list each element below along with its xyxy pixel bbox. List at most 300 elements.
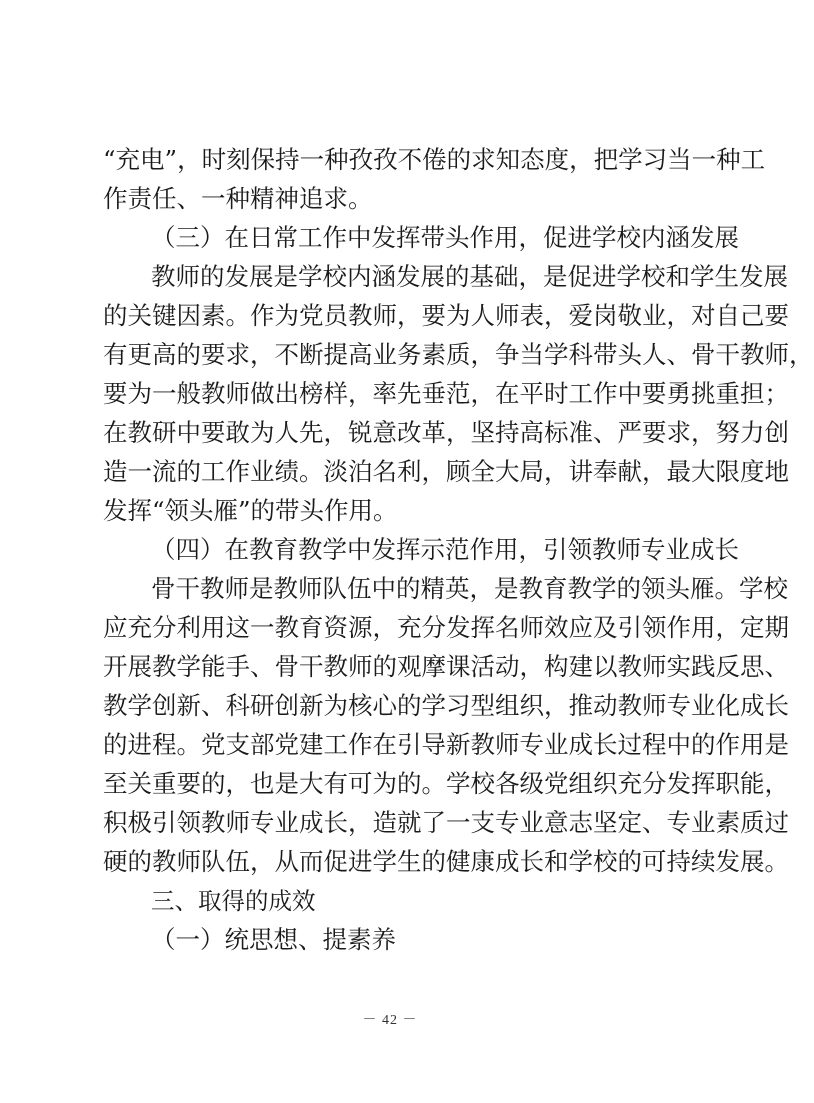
glyph: 党 [299,301,324,330]
glyph: 中 [371,574,396,603]
glyph: 业 [274,808,299,837]
glyph: 学 [298,262,323,291]
glyph: 专 [495,808,520,837]
glyph: 部 [250,730,275,759]
glyph: 导 [421,730,446,759]
glyph: 奉 [593,457,618,486]
glyph: 要 [764,301,789,330]
glyph: 资 [323,613,348,642]
glyph: 绩 [274,457,299,486]
glyph: 展 [740,847,765,876]
glyph: ， [518,262,543,291]
glyph: 校 [322,262,347,291]
glyph: ， [642,457,667,486]
glyph: 率 [372,379,397,408]
glyph: ； [764,379,789,408]
glyph: 创 [764,418,789,447]
glyph: 大 [691,457,716,486]
glyph: 力 [740,418,765,447]
glyph: 中 [617,379,642,408]
glyph: 的 [372,652,397,681]
glyph: 长 [323,808,348,837]
glyph: 各 [495,769,520,798]
glyph: 键 [152,301,177,330]
glyph: 推 [568,691,593,720]
glyph: 进 [348,847,373,876]
glyph: 。 [764,847,789,876]
glyph: 成 [568,730,593,759]
glyph: 康 [470,847,495,876]
glyph: 挥 [470,613,495,642]
glyph: 师 [225,808,250,837]
glyph: ， [348,808,373,837]
glyph: 学 [568,847,593,876]
glyph: 核 [348,691,373,720]
glyph: 用 [740,730,765,759]
glyph: ， [446,418,471,447]
glyph: 种 [716,145,741,174]
glyph: 骨 [274,652,299,681]
glyph: 定 [740,613,765,642]
glyph: ， [421,457,446,486]
glyph: 师 [519,613,544,642]
glyph: 应 [568,613,593,642]
glyph: 程 [642,730,667,759]
glyph: 成 [299,808,324,837]
glyph: 师 [348,652,373,681]
glyph: 践 [691,652,716,681]
glyph: 度 [740,457,765,486]
glyph: 人 [274,418,299,447]
paragraph-line [103,298,789,334]
glyph: 教 [151,262,176,291]
glyph: 名 [495,613,520,642]
glyph: 作 [348,730,373,759]
glyph: 展 [420,262,445,291]
glyph: 造 [372,808,397,837]
glyph: 生 [714,262,739,291]
glyph: 成 [495,847,520,876]
paragraph-line [103,766,789,802]
glyph: 利 [176,613,201,642]
glyph: 至 [103,769,128,798]
glyph: 党 [201,730,226,759]
glyph: 教 [273,574,298,603]
glyph: 、 [764,652,789,681]
glyph: 能 [201,652,226,681]
glyph: 积 [103,808,128,837]
glyph: 全 [470,457,495,486]
paragraph-line [103,454,789,490]
glyph: 最 [666,457,691,486]
glyph: 中 [666,730,691,759]
glyph: 大 [495,457,520,486]
glyph: 科 [225,691,250,720]
glyph: 以 [593,652,618,681]
glyph: 要 [642,379,667,408]
glyph: 组 [568,769,593,798]
glyph: 支 [470,808,495,837]
glyph: 要 [421,301,446,330]
glyph: 高 [348,340,373,369]
glyph: 过 [617,730,642,759]
glyph: 硬 [103,847,128,876]
glyph: 发 [446,613,471,642]
glyph: 态 [520,145,545,174]
glyph: 一 [127,457,152,486]
glyph: 业 [642,301,667,330]
glyph: 建 [299,730,324,759]
glyph: 的 [201,769,226,798]
glyph: 般 [176,379,201,408]
glyph: 意 [544,808,569,837]
paragraph-line [103,337,814,373]
glyph: 基 [469,262,494,291]
glyph: 专 [666,808,691,837]
paragraph-line [103,415,789,451]
glyph: 教 [200,574,225,603]
glyph: 发 [739,262,764,291]
glyph: 构 [544,652,569,681]
glyph: 校 [641,262,666,291]
glyph: 孜 [348,145,374,174]
glyph: 有 [103,340,128,369]
glyph: 教 [201,379,226,408]
glyph: 一 [446,808,471,837]
glyph: 重 [152,769,177,798]
glyph: ” [164,145,178,174]
glyph: 教 [617,652,642,681]
glyph: 、 [593,418,618,447]
glyph: 的 [103,301,128,330]
glyph: ， [715,613,740,642]
glyph: 及 [593,613,618,642]
glyph: 要 [103,379,128,408]
glyph: 在 [103,418,128,447]
glyph: 。 [299,457,324,486]
glyph: 可 [642,847,667,876]
glyph: 作 [715,730,740,759]
glyph: 是 [274,769,299,798]
glyph: 引 [152,808,177,837]
glyph: 级 [519,769,544,798]
glyph: 作 [593,379,618,408]
glyph: 的 [616,574,641,603]
glyph: 思 [740,652,765,681]
glyph: 表 [519,301,544,330]
glyph: 做 [250,379,275,408]
glyph: 了 [421,808,446,837]
glyph: 创 [274,691,299,720]
glyph: 挑 [691,379,716,408]
glyph: 。 [714,574,739,603]
glyph: 的 [421,847,446,876]
glyph: ， [470,379,495,408]
glyph: 的 [200,262,225,291]
glyph: 定 [617,808,642,837]
glyph: 学 [739,574,764,603]
glyph: 、 [642,808,667,837]
glyph: 流 [152,457,177,486]
glyph: 业 [372,340,397,369]
glyph: 求 [471,145,496,174]
glyph: 过 [764,808,789,837]
glyph: 分 [421,613,446,642]
glyph: 组 [495,691,520,720]
glyph: 提 [323,340,348,369]
glyph: 是 [273,262,298,291]
glyph: 的 [176,340,201,369]
glyph: ， [225,769,250,798]
glyph: 敬 [617,301,642,330]
glyph: “ [103,145,116,174]
glyph: 工 [568,379,593,408]
glyph: 进 [127,730,152,759]
glyph: 名 [372,457,397,486]
glyph: 展 [249,262,274,291]
glyph: ， [250,847,275,876]
glyph: 学 [616,262,641,291]
glyph: 一 [152,379,177,408]
glyph: ， [544,457,569,486]
paragraph-line [103,688,789,724]
glyph: 展 [127,652,152,681]
paragraph-line [103,610,789,646]
glyph: 师 [176,847,201,876]
glyph: ， [519,652,544,681]
glyph: 有 [323,769,348,798]
glyph: 工 [740,145,766,174]
glyph: 精 [420,574,445,603]
glyph: 专 [519,730,544,759]
glyph: 爱 [568,301,593,330]
glyph: 长 [519,847,544,876]
glyph: 对 [691,301,716,330]
glyph: 工 [323,730,348,759]
glyph: 重 [715,379,740,408]
glyph: 应 [103,613,128,642]
glyph: 要 [201,340,226,369]
glyph: 准 [568,418,593,447]
glyph: 人 [642,340,667,369]
glyph: 利 [397,457,422,486]
glyph: 学 [618,145,643,174]
glyph: 的 [446,145,472,174]
glyph: 时 [201,145,227,174]
glyph: 这 [225,613,250,642]
glyph: 高 [152,340,177,369]
glyph: 榜 [299,379,324,408]
glyph: 时 [544,379,569,408]
glyph: 期 [764,613,789,642]
glyph: 的 [396,574,421,603]
glyph: 引 [617,613,642,642]
glyph: 倦 [422,145,447,174]
glyph: 为 [323,691,348,720]
glyph: ， [470,340,495,369]
glyph: 持 [666,847,691,876]
glyph: 一 [250,613,275,642]
paragraph-line [151,259,788,295]
glyph: 学 [421,691,446,720]
glyph: 研 [152,418,177,447]
glyph: 师 [764,340,789,369]
glyph: 持 [495,418,520,447]
glyph: 程 [152,730,177,759]
glyph: 的 [397,769,422,798]
glyph: 勇 [666,379,691,408]
glyph: 把 [593,145,619,174]
glyph: 严 [617,418,642,447]
glyph: 的 [127,847,152,876]
glyph: 敢 [225,418,250,447]
glyph: 分 [152,613,177,642]
glyph: 干 [175,574,200,603]
glyph: 。 [176,730,201,759]
glyph: 师 [642,652,667,681]
glyph: 习 [446,691,471,720]
glyph: 平 [519,379,544,408]
glyph: 素 [421,340,446,369]
glyph: 极 [127,808,152,837]
glyph: 教 [274,613,299,642]
glyph: 作 [666,613,691,642]
glyph: 育 [543,574,568,603]
glyph: 教 [103,691,128,720]
paragraph-line [103,142,766,178]
glyph: 教 [740,340,765,369]
glyph: 教 [152,652,177,681]
glyph: 领 [642,613,667,642]
glyph: 创 [152,691,177,720]
glyph: 献 [617,457,642,486]
glyph: 在 [372,730,397,759]
paragraph-line: 发挥“领头雁”的带头作用。 [103,496,398,525]
glyph: 坚 [593,808,618,837]
glyph: ， [544,301,569,330]
glyph: 地 [764,457,789,486]
glyph: 长 [764,691,789,720]
glyph: 从 [274,847,299,876]
glyph: 职 [715,769,740,798]
glyph: ， [250,340,275,369]
glyph: 不 [397,145,423,174]
glyph: 用 [691,613,716,642]
glyph: 样 [323,379,348,408]
glyph: 要 [201,418,226,447]
glyph: 革 [421,418,446,447]
glyph: 出 [274,379,299,408]
glyph: 教 [617,691,642,720]
glyph: ， [789,340,814,369]
glyph: 师 [298,574,323,603]
glyph: 科 [568,340,593,369]
glyph: 知 [495,145,521,174]
glyph: 素 [201,301,226,330]
glyph: 业 [544,730,569,759]
paragraph-line [103,844,789,880]
glyph: 意 [372,418,397,447]
glyph: 业 [250,457,275,486]
glyph: 党 [274,730,299,759]
glyph: 为 [274,301,299,330]
glyph: 领 [176,808,201,837]
glyph: 员 [323,301,348,330]
glyph: 育 [299,613,324,642]
glyph: 学 [544,340,569,369]
glyph: 生 [397,847,422,876]
glyph: 也 [250,769,275,798]
glyph: 源 [348,613,373,642]
glyph: 师 [225,379,250,408]
glyph: 校 [593,847,618,876]
glyph: 和 [544,847,569,876]
glyph: ， [764,769,789,798]
glyph: 岗 [593,301,618,330]
glyph: 专 [666,691,691,720]
glyph: 教 [348,301,373,330]
glyph: 作 [225,457,250,486]
glyph: 用 [201,613,226,642]
glyph: 发 [666,769,691,798]
glyph: 健 [446,847,471,876]
glyph: 的 [397,691,422,720]
glyph: 电 [140,145,165,174]
glyph: 反 [715,652,740,681]
glyph: 学 [127,691,152,720]
glyph: 头 [617,340,642,369]
glyph: 织 [593,769,618,798]
glyph: 工 [201,457,226,486]
glyph: 干 [299,652,324,681]
glyph: 和 [665,262,690,291]
glyph: 活 [470,652,495,681]
glyph: 质 [446,340,471,369]
glyph: 不 [274,340,299,369]
glyph: 支 [225,730,250,759]
glyph: 促 [323,847,348,876]
glyph: 带 [593,340,618,369]
glyph: 在 [495,379,520,408]
glyph: 为 [250,418,275,447]
glyph: 垂 [421,379,446,408]
glyph: 刻 [226,145,251,174]
subsection-heading: （一）统思想、提素养 [151,925,396,954]
page-number: － 42 － [362,1013,418,1028]
glyph: 学 [592,574,617,603]
glyph: 务 [397,340,422,369]
glyph: 成 [740,691,765,720]
glyph: 业 [519,808,544,837]
glyph: 一 [691,145,717,174]
glyph: 素 [715,808,740,837]
glyph: 充 [617,769,642,798]
glyph: 的 [445,262,470,291]
glyph: 。 [225,301,250,330]
glyph: 促 [567,262,592,291]
paragraph-line: 作责任、一种精神追求。 [103,184,373,213]
glyph: 挥 [691,769,716,798]
glyph: 质 [740,808,765,837]
glyph: 涵 [371,262,396,291]
glyph: 校 [470,769,495,798]
glyph: 就 [397,808,422,837]
glyph: 淡 [323,457,348,486]
glyph: ， [544,691,569,720]
glyph: 织 [519,691,544,720]
glyph: 己 [740,301,765,330]
glyph: 造 [103,457,128,486]
